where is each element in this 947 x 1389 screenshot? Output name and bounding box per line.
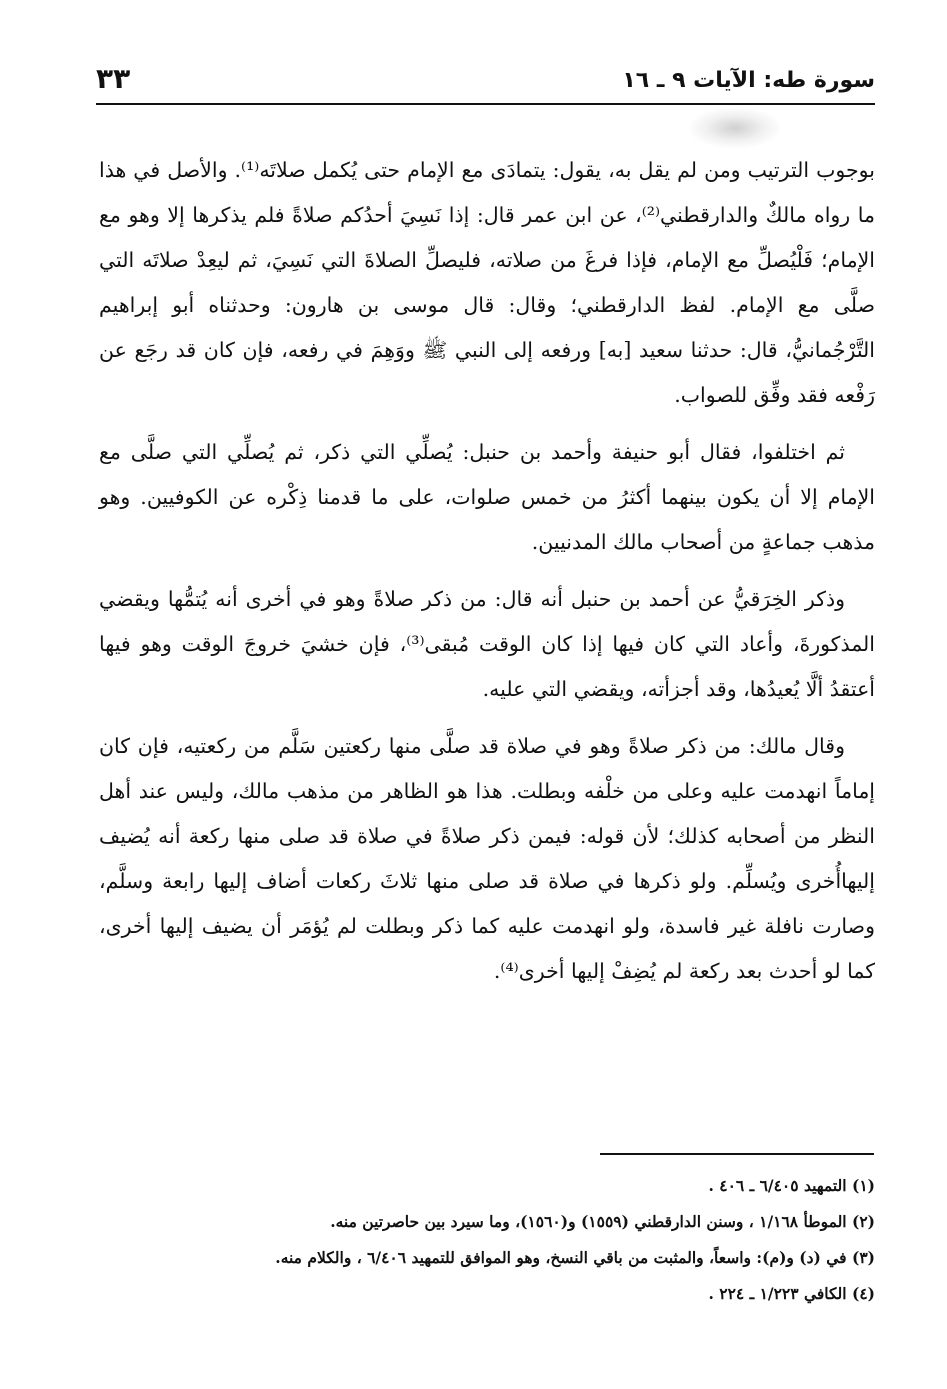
footnote-3: (٣) في (د) و(م): واسعاً، والمثبت من باقي النسخ، وهو الموافق للتمهيد ٦/٤٠٦ ، والكلام منه. (275, 1248, 875, 1267)
footnote-1: (١) التمهيد ٦/٤٠٥ ـ ٤٠٦ . (708, 1176, 875, 1195)
page-number: ٣٣ (96, 62, 131, 95)
running-title: سورة طه: الآيات ٩ ـ ١٦ (622, 68, 875, 93)
paragraph-1: بوجوب الترتيب ومن لم يقل به، يقول: يتمادَى مع الإمام حتى يُكمل صلاتَه⁽¹⁾. والأصل في هذا ما رواه مالكٌ والدارقطني⁽²⁾، عن ابن عمر قال: إذا نَسِيَ أحدُكم صلاةً فلم يذكرها إلا وهو مع الإمام؛ فَلْيُصلِّ مع الإمام، فإذا فرغَ من صلاته، فليصلِّ الصلاةَ التي نَسِيَ، ثم ليعِدْ صلاتَه التي صلَّى مع الإمام. لفظ الدارقطني؛ وقال: قال موسى بن هارون: وحدثناه أبو إبراهيم التَّرْجُمانيُّ، قال: حدثنا سعيد [به] ورفعه إلى النبي ﷺ ووَهِمَ في رفعه، فإن كان قد رجَع عن رَفْعه فقد وفِّق للصواب. (99, 158, 875, 407)
footnotes (99, 1168, 875, 1312)
footnote-rule (600, 1153, 874, 1155)
paragraph-4: وقال مالك: من ذكر صلاةً وهو في صلاة قد صلَّى منها ركعتين سَلَّم من ركعتيه، فإن كان إماماً انهدمت عليه وعلى من خلْفه وبطلت. هذا هو الظاهر من مذهب مالك، وليس عند أهل النظر من أصحابه كذلك؛ لأن قوله: فيمن ذكر صلاةً في صلاة قد صلى منها ركعة أنه يُضيف إليهاأُخرى ويُسلِّم. ولو ذكرها في صلاة قد صلى منها ثلاثَ ركعات أضاف إليها رابعة وسلَّم، وصارت نافلة غير فاسدة، ولو انهدمت عليه كما ذكر وبطلت لم يُؤمَر أن يضيف إليها أخرى، كما لو أحدث بعد ركعة لم يُضِفْ إليها أخرى⁽⁴⁾. (99, 734, 875, 983)
footnote-2: (٢) الموطأ ١/١٦٨ ، وسنن الدارقطني (١٥٥٩) و(١٥٦٠)، وما سيرد بين حاصرتين منه. (330, 1212, 875, 1231)
footnote-4: (٤) الكافي ١/٢٢٣ ـ ٢٢٤ . (708, 1284, 875, 1303)
main-text (99, 148, 875, 1006)
paragraph-3: وذكر الخِرَقيُّ عن أحمد بن حنبل أنه قال: من ذكر صلاةً وهو في أخرى أنه يُتمُّها ويقضي المذكورةَ، وأعاد التي كان فيها إذا كان الوقت مُبقى⁽³⁾، فإن خشيَ خروجَ الوقت وهو فيها أعتقدُ ألَّا يُعيدُها، وقد أجزأته، ويقضي التي عليه. (99, 587, 875, 701)
paragraph-2: ثم اختلفوا، فقال أبو حنيفة وأحمد بن حنبل: يُصلِّي التي ذكر، ثم يُصلِّي التي صلَّى مع الإمام إلا أن يكون بينهما أكثرُ من خمس صلوات، على ما قدمنا ذِكْره عن الكوفيين. وهو مذهب جماعةٍ من أصحاب مالك المدنيين. (99, 440, 875, 554)
header-rule (96, 103, 875, 105)
scan-smudge (690, 108, 780, 148)
page-header (96, 60, 875, 106)
